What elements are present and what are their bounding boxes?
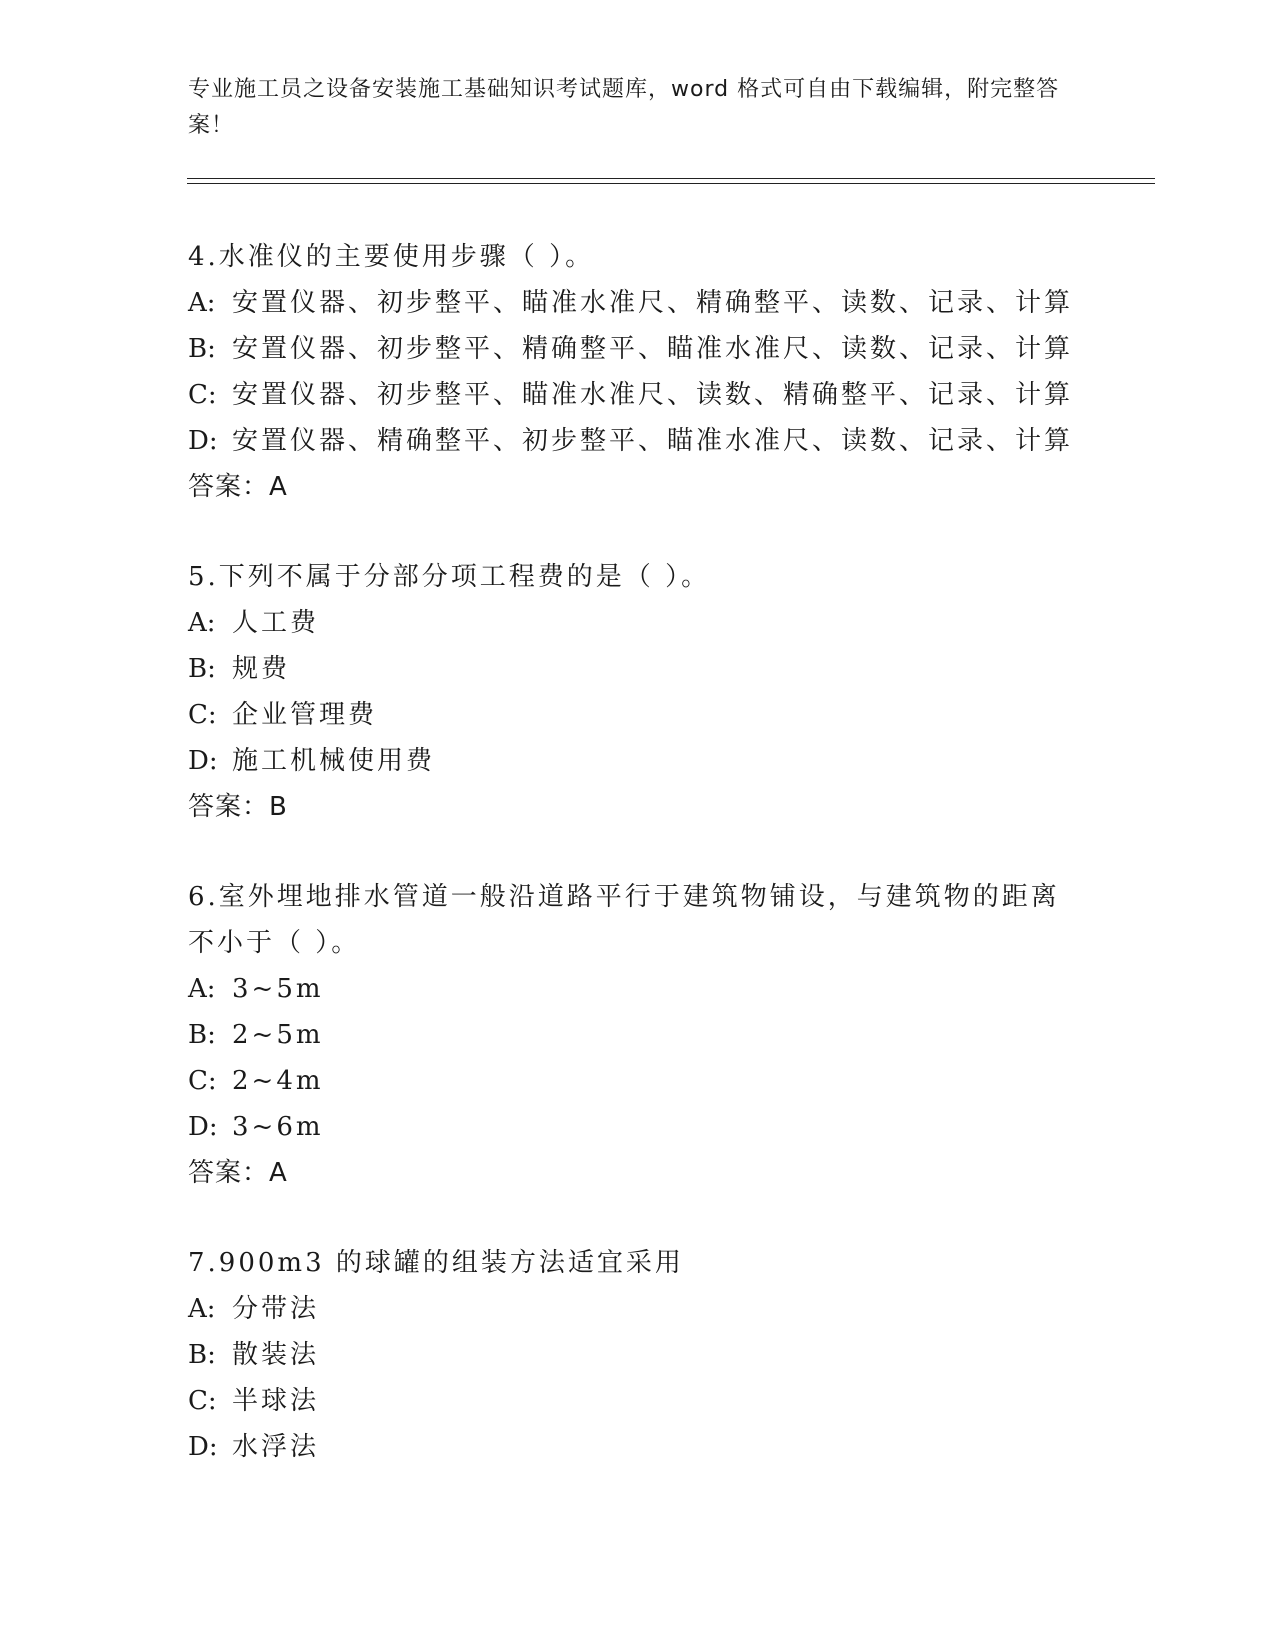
option-text: 安置仪器、初步整平、瞄准水准尺、精确整平、读数、记录、计算 [232, 288, 1074, 318]
option-a [188, 600, 1088, 646]
option-text: 企业管理费 [232, 700, 378, 730]
option-text: 施工机械使用费 [232, 746, 436, 776]
answer-line: 答案：A [188, 1158, 288, 1188]
option-c [188, 1378, 1088, 1424]
option-b [188, 1332, 1088, 1378]
option-text: 2~4m [232, 1066, 324, 1096]
question-stem: 5.下列不属于分部分项工程费的是（ ）。 [188, 562, 711, 592]
option-d [188, 1104, 1088, 1150]
option-key: B: [188, 1340, 216, 1370]
option-key: A: [188, 608, 216, 638]
option-key: B: [188, 654, 216, 684]
option-d [188, 1424, 1088, 1470]
option-a [188, 966, 1088, 1012]
option-key: D: [188, 746, 218, 776]
option-key: D: [188, 1112, 218, 1142]
option-b [188, 1012, 1088, 1058]
option-text: 半球法 [232, 1386, 320, 1416]
option-text: 水浮法 [232, 1432, 320, 1462]
option-c [188, 1058, 1088, 1104]
question-5 [188, 554, 1088, 830]
document-header: 专业施工员之设备安装施工基础知识考试题库，word 格式可自由下载编辑，附完整答案！ [188, 77, 1060, 138]
option-key: C: [188, 380, 217, 410]
option-d [188, 418, 1088, 464]
option-text: 安置仪器、初步整平、瞄准水准尺、读数、精确整平、记录、计算 [232, 380, 1074, 410]
option-text: 3~5m [232, 974, 324, 1004]
option-b [188, 326, 1088, 372]
option-key: B: [188, 1020, 216, 1050]
option-key: C: [188, 1386, 217, 1416]
option-key: D: [188, 1432, 218, 1462]
option-key: C: [188, 1066, 217, 1096]
option-text: 3~6m [232, 1112, 324, 1142]
question-stem: 7.900m3 的球罐的组装方法适宜采用 [188, 1248, 684, 1278]
answer-line: 答案：A [188, 472, 288, 502]
option-key: A: [188, 1294, 216, 1324]
question-6 [188, 874, 1088, 1196]
option-c [188, 692, 1088, 738]
header-divider-bottom [187, 183, 1155, 184]
option-key: B: [188, 334, 216, 364]
option-text: 安置仪器、精确整平、初步整平、瞄准水准尺、读数、记录、计算 [232, 426, 1074, 456]
option-text: 人工费 [232, 608, 320, 638]
question-stem: 4.水准仪的主要使用步骤（ ）。 [188, 242, 595, 272]
option-key: D: [188, 426, 218, 456]
answer-line: 答案：B [188, 792, 288, 822]
option-a [188, 1286, 1088, 1332]
option-c [188, 372, 1088, 418]
option-b [188, 646, 1088, 692]
option-text: 散装法 [232, 1340, 320, 1370]
option-text: 安置仪器、初步整平、精确整平、瞄准水准尺、读数、记录、计算 [232, 334, 1074, 364]
option-d [188, 738, 1088, 784]
option-a [188, 280, 1088, 326]
option-key: A: [188, 974, 216, 1004]
header-divider-top [187, 178, 1155, 179]
option-key: A: [188, 288, 216, 318]
option-text: 规费 [232, 654, 291, 684]
question-stem: 6.室外埋地排水管道一般沿道路平行于建筑物铺设，与建筑物的距离 不小于（ ）。 [188, 882, 1060, 958]
option-text: 分带法 [232, 1294, 320, 1324]
question-7 [188, 1240, 1088, 1470]
option-text: 2~5m [232, 1020, 324, 1050]
option-key: C: [188, 700, 217, 730]
question-4 [188, 234, 1088, 510]
